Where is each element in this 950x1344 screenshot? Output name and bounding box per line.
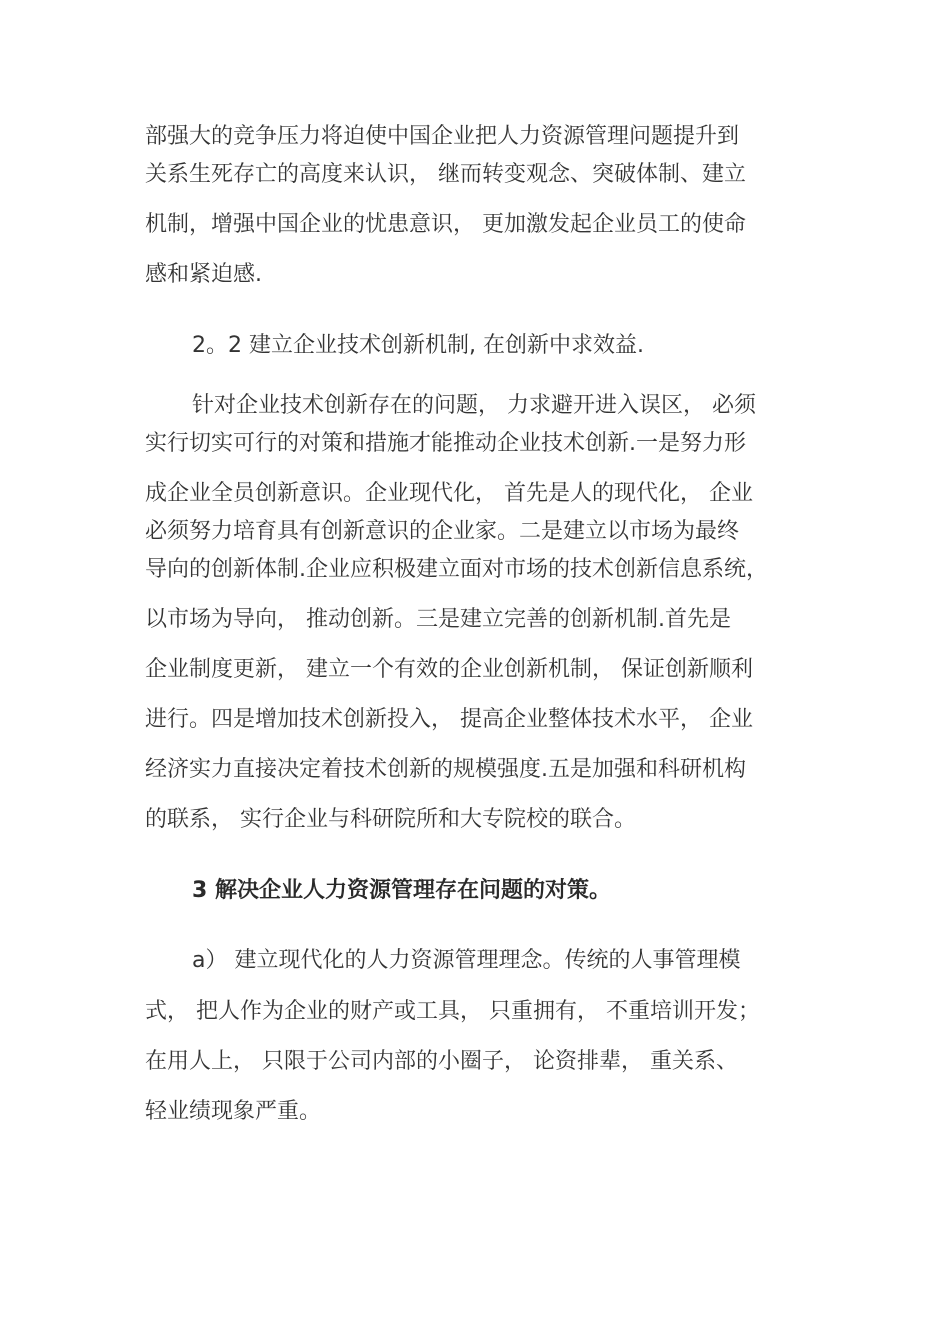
section-heading: 2。2 建立企业技术创新机制, 在创新中求效益.: [192, 333, 644, 358]
paragraph-line: 进行。四是增加技术创新投入， 提高企业整体技术水平， 企业: [145, 707, 753, 732]
paragraph-line: 针对企业技术创新存在的问题， 力求避开进入误区， 必须: [192, 393, 756, 418]
paragraph-line: 轻业绩现象严重。: [145, 1099, 322, 1124]
paragraph-line: 实行切实可行的对策和措施才能推动企业技术创新.一是努力形: [145, 431, 746, 456]
section-heading: 3 解决企业人力资源管理存在问题的对策。: [192, 878, 611, 903]
paragraph-line: 机制，增强中国企业的忧患意识， 更加激发起企业员工的使命: [145, 212, 746, 237]
paragraph-line: 企业制度更新， 建立一个有效的企业创新机制， 保证创新顺利: [145, 657, 753, 682]
paragraph-line: 式， 把人作为企业的财产或工具， 只重拥有， 不重培训开发；: [145, 999, 760, 1024]
paragraph-line: 经济实力直接决定着技术创新的规模强度.五是加强和科研机构: [145, 757, 746, 782]
paragraph-line: 关系生死存亡的高度来认识， 继而转变观念、突破体制、建立: [145, 162, 746, 187]
paragraph-line: 的联系， 实行企业与科研院所和大专院校的联合。: [145, 807, 636, 832]
paragraph-line: 以市场为导向， 推动创新。三是建立完善的创新机制.首先是: [145, 607, 731, 632]
paragraph-line: 在用人上， 只限于公司内部的小圈子， 论资排辈， 重关系、: [145, 1049, 738, 1074]
paragraph-line: 成企业全员创新意识。企业现代化， 首先是人的现代化， 企业: [145, 481, 753, 506]
paragraph-line: a） 建立现代化的人力资源管理理念。传统的人事管理模: [192, 948, 741, 973]
paragraph-line: 感和紧迫感.: [145, 262, 262, 287]
paragraph-line: 导向的创新体制.企业应积极建立面对市场的技术创新信息系统，: [145, 557, 768, 582]
paragraph-line: 部强大的竞争压力将迫使中国企业把人力资源管理问题提升到: [145, 124, 740, 149]
paragraph-line: 必须努力培育具有创新意识的企业家。二是建立以市场为最终: [145, 519, 740, 544]
